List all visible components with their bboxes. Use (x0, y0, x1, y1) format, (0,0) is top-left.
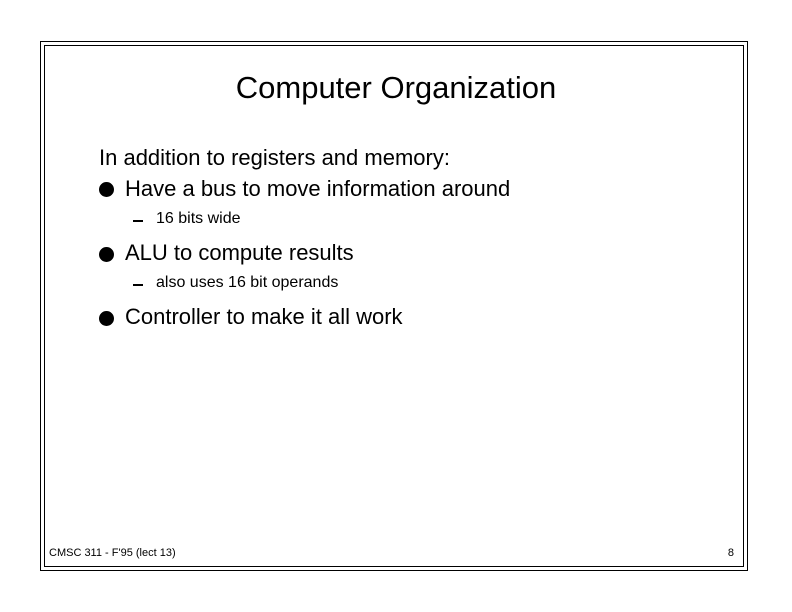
bullet-dot-icon (99, 311, 114, 326)
footer-course-label: CMSC 311 - F'95 (lect 13) (49, 547, 176, 559)
page-number: 8 (727, 547, 734, 559)
slide-title: Computer Organization (235, 70, 557, 105)
dash-icon (133, 284, 143, 286)
bullet-item-bus: Have a bus to move information around (125, 176, 511, 201)
intro-text: In addition to registers and memory: (99, 145, 450, 170)
bullet-dot-icon (99, 182, 114, 197)
sub-item-bus-width: 16 bits wide (156, 210, 241, 227)
bullet-item-alu: ALU to compute results (125, 240, 354, 265)
bullet-dot-icon (99, 247, 114, 262)
sub-item-alu-operands: also uses 16 bit operands (156, 274, 339, 291)
bullet-item-controller: Controller to make it all work (125, 304, 403, 329)
dash-icon (133, 220, 143, 222)
